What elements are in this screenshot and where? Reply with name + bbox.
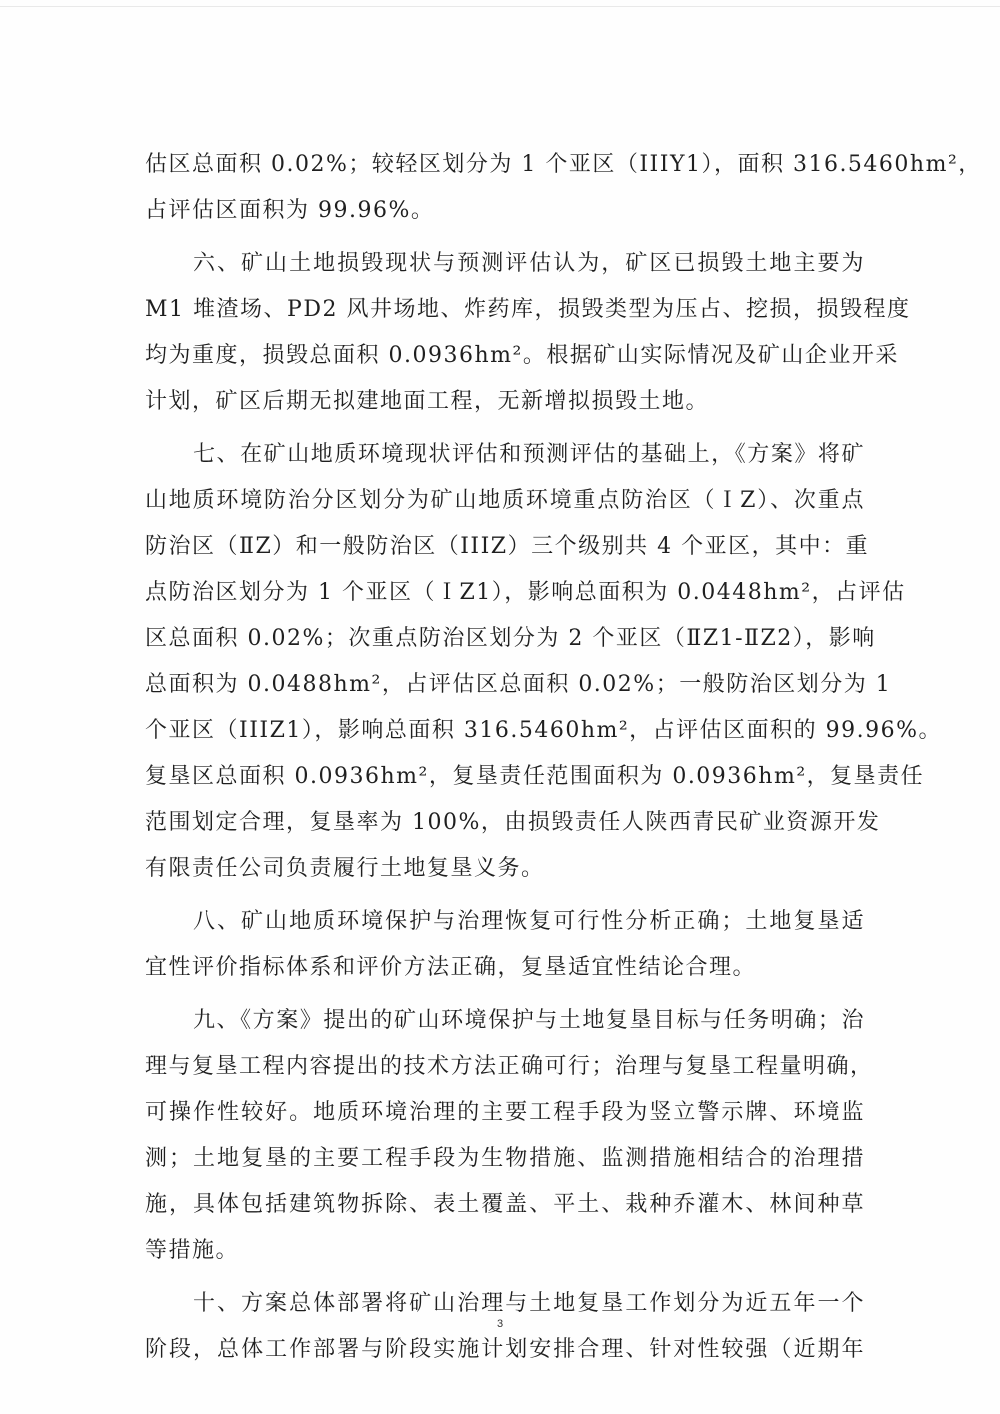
paragraph-line: 占评估区面积为 99.96%。 [145,198,435,223]
document-body [145,142,982,1373]
paragraph-line: 防治区（ⅡZ）和一般防治区（IIIZ）三个级别共 4 个亚区，其中：重 [145,534,870,559]
paragraph-line: 计划，矿区后期无拟建地面工程，无新增拟损毁土地。 [145,389,710,414]
paragraph-line: 范围划定合理，复垦率为 100%，由损毁责任人陕西青民矿业资源开发 [145,810,881,835]
paragraph-line: M1 堆渣场、PD2 风井场地、炸药库，损毁类型为压占、挖损，损毁程度 [145,297,911,322]
paragraph-line: 测；土地复垦的主要工程手段为生物措施、监测措施相结合的治理措 [145,1146,865,1171]
paragraph-line: 等措施。 [145,1238,240,1263]
paragraph-line: 九、《方案》提出的矿山环境保护与土地复垦目标与任务明确；治 [193,1008,865,1033]
paragraph-line: 均为重度，损毁总面积 0.0936hm²。根据矿山实际情况及矿山企业开采 [145,343,899,368]
paragraph-line: 有限责任公司负责履行土地复垦义务。 [145,856,545,881]
paragraph-line: 八、矿山地质环境保护与治理恢复可行性分析正确；土地复垦适 [193,909,865,934]
paragraph-line: 七、在矿山地质环境现状评估和预测评估的基础上，《方案》将矿 [193,442,865,467]
paragraph-line: 区总面积 0.02%；次重点防治区划分为 2 个亚区（ⅡZ1-ⅡZ2），影响 [145,626,876,651]
paragraph-line: 阶段，总体工作部署与阶段实施计划安排合理、针对性较强（近期年 [145,1337,865,1362]
paragraph-line: 个亚区（IIIZ1），影响总面积 316.5460hm²，占评估区面积的 99.96%。 [145,718,943,743]
paragraph-line: 估区总面积 0.02%；较轻区划分为 1 个亚区（IIIY1），面积 316.5460hm²， [145,152,982,177]
paragraph-line: 理与复垦工程内容提出的技术方法正确可行；治理与复垦工程量明确， [145,1054,874,1079]
page-number: 3 [496,1318,504,1330]
page-top-edge [0,6,1000,7]
paragraph-line: 宜性评价指标体系和评价方法正确，复垦适宜性结论合理。 [145,955,757,980]
paragraph-line: 点防治区划分为 1 个亚区（ＩZ1），影响总面积为 0.0448hm²，占评估 [145,580,906,605]
paragraph-line: 施，具体包括建筑物拆除、表土覆盖、平土、栽种乔灌木、林间种草 [145,1192,865,1217]
paragraph-line: 六、矿山土地损毁现状与预测评估认为，矿区已损毁土地主要为 [193,251,865,276]
paragraph-line: 山地质环境防治分区划分为矿山地质环境重点防治区（ＩZ）、次重点 [145,488,865,513]
paragraph-line: 总面积为 0.0488hm²，占评估区总面积 0.02%；一般防治区划分为 1 [145,672,892,697]
paragraph-line: 可操作性较好。地质环境治理的主要工程手段为竖立警示牌、环境监 [145,1100,865,1125]
paragraph-line: 复垦区总面积 0.0936hm²，复垦责任范围面积为 0.0936hm²，复垦责任 [145,764,925,789]
paragraph-line: 十、方案总体部署将矿山治理与土地复垦工作划分为近五年一个 [193,1291,865,1316]
